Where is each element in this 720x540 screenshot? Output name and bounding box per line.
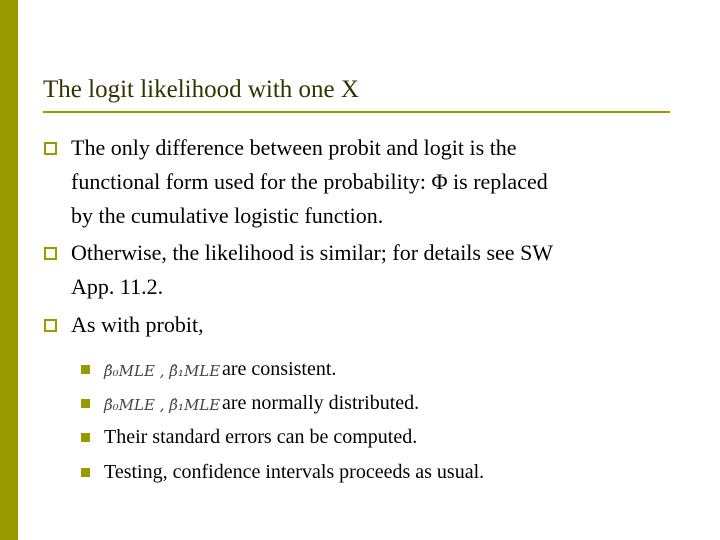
slide-title: The logit likelihood with one X xyxy=(43,76,359,103)
bullet-1-line-3: by the cumulative logistic function. xyxy=(71,203,384,228)
checkbox-bullet-icon xyxy=(43,141,59,157)
checkbox-bullet-icon xyxy=(43,246,59,262)
sub-bullet-1-text: are consistent. xyxy=(222,358,337,380)
square-bullet-icon xyxy=(81,399,90,408)
beta-mle-formula: β̂₀MLE , β̂₁MLE xyxy=(104,362,221,380)
bullet-3-line-1: As with probit, xyxy=(71,312,204,337)
square-bullet-icon xyxy=(81,433,90,442)
sub-bullet-3-text: Their standard errors can be computed. xyxy=(104,426,418,448)
left-accent-bar xyxy=(0,0,18,540)
beta-mle-formula: β̂₀MLE , β̂₁MLE xyxy=(104,396,221,414)
square-bullet-icon xyxy=(81,468,90,477)
sub-bullet-2-text: are normally distributed. xyxy=(222,392,420,414)
bullet-1-line-1: The only difference between probit and logit is the xyxy=(71,135,517,160)
bullet-2-line-1: Otherwise, the likelihood is similar; for details see SW xyxy=(71,240,554,265)
title-underline xyxy=(43,111,670,113)
bullet-2-line-2: App. 11.2. xyxy=(71,274,164,299)
checkbox-bullet-icon xyxy=(43,318,59,334)
sub-bullet-4-text: Testing, confidence intervals proceeds as usual. xyxy=(104,461,485,483)
bullet-1-line-2: functional form used for the probability: Φ is replaced xyxy=(71,169,548,194)
square-bullet-icon xyxy=(81,365,90,374)
